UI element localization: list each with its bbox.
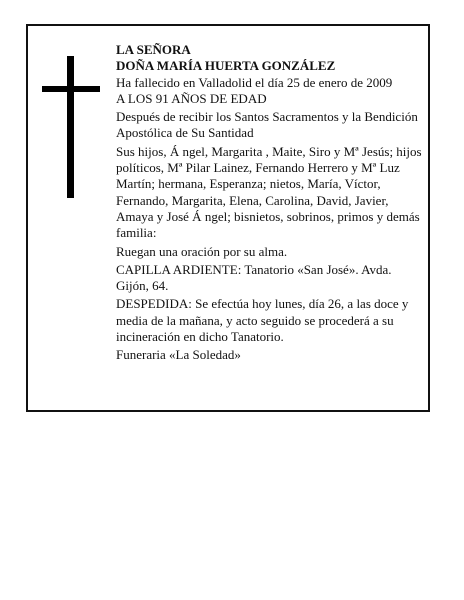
farewell-info: DESPEDIDA: Se efectúa hoy lunes, día 26, a las doce y media de la mañana, y acto seguido se procederá a su incineración en dicho Tanatorio.: [116, 296, 409, 345]
family-list: Sus hijos, Á ngel, Margarita , Maite, Siro y Mª Jesús; hijos políticos, Mª Pilar Lainez, Fernando Herrero y Mª Luz Martín; hermana, Esperanza; nietos, María, Víctor, Fernando, Margarita, Elena, Carolina, David, Javier, Amaya y José Á ngel; bisnietos, sobrinos, primos y demás familia:: [116, 143, 422, 241]
notice-text: [116, 42, 424, 366]
obituary-notice: [26, 24, 430, 412]
cross-icon: [42, 56, 102, 198]
sacraments-text: Después de recibir los Santos Sacramentos y la Bendición Apostólica de Su Santidad: [116, 109, 418, 141]
deceased-name: DOÑA MARÍA HUERTA GONZÁLEZ: [116, 58, 336, 74]
cross-horizontal-bar: [42, 86, 100, 92]
funeral-home: Funeraria «La Soledad»: [116, 347, 241, 363]
cross-vertical-bar: [67, 56, 74, 198]
notice-title: LA SEÑORA: [116, 42, 191, 57]
death-info: Ha fallecido en Valladolid el día 25 de enero de 2009: [116, 74, 393, 90]
prayer-request: Ruegan una oración por su alma.: [116, 243, 288, 259]
age-at-death: A LOS 91 AÑOS DE EDAD: [116, 90, 267, 106]
chapel-info: CAPILLA ARDIENTE: Tanatorio «San José». Avda. Gijón, 64.: [116, 261, 392, 294]
